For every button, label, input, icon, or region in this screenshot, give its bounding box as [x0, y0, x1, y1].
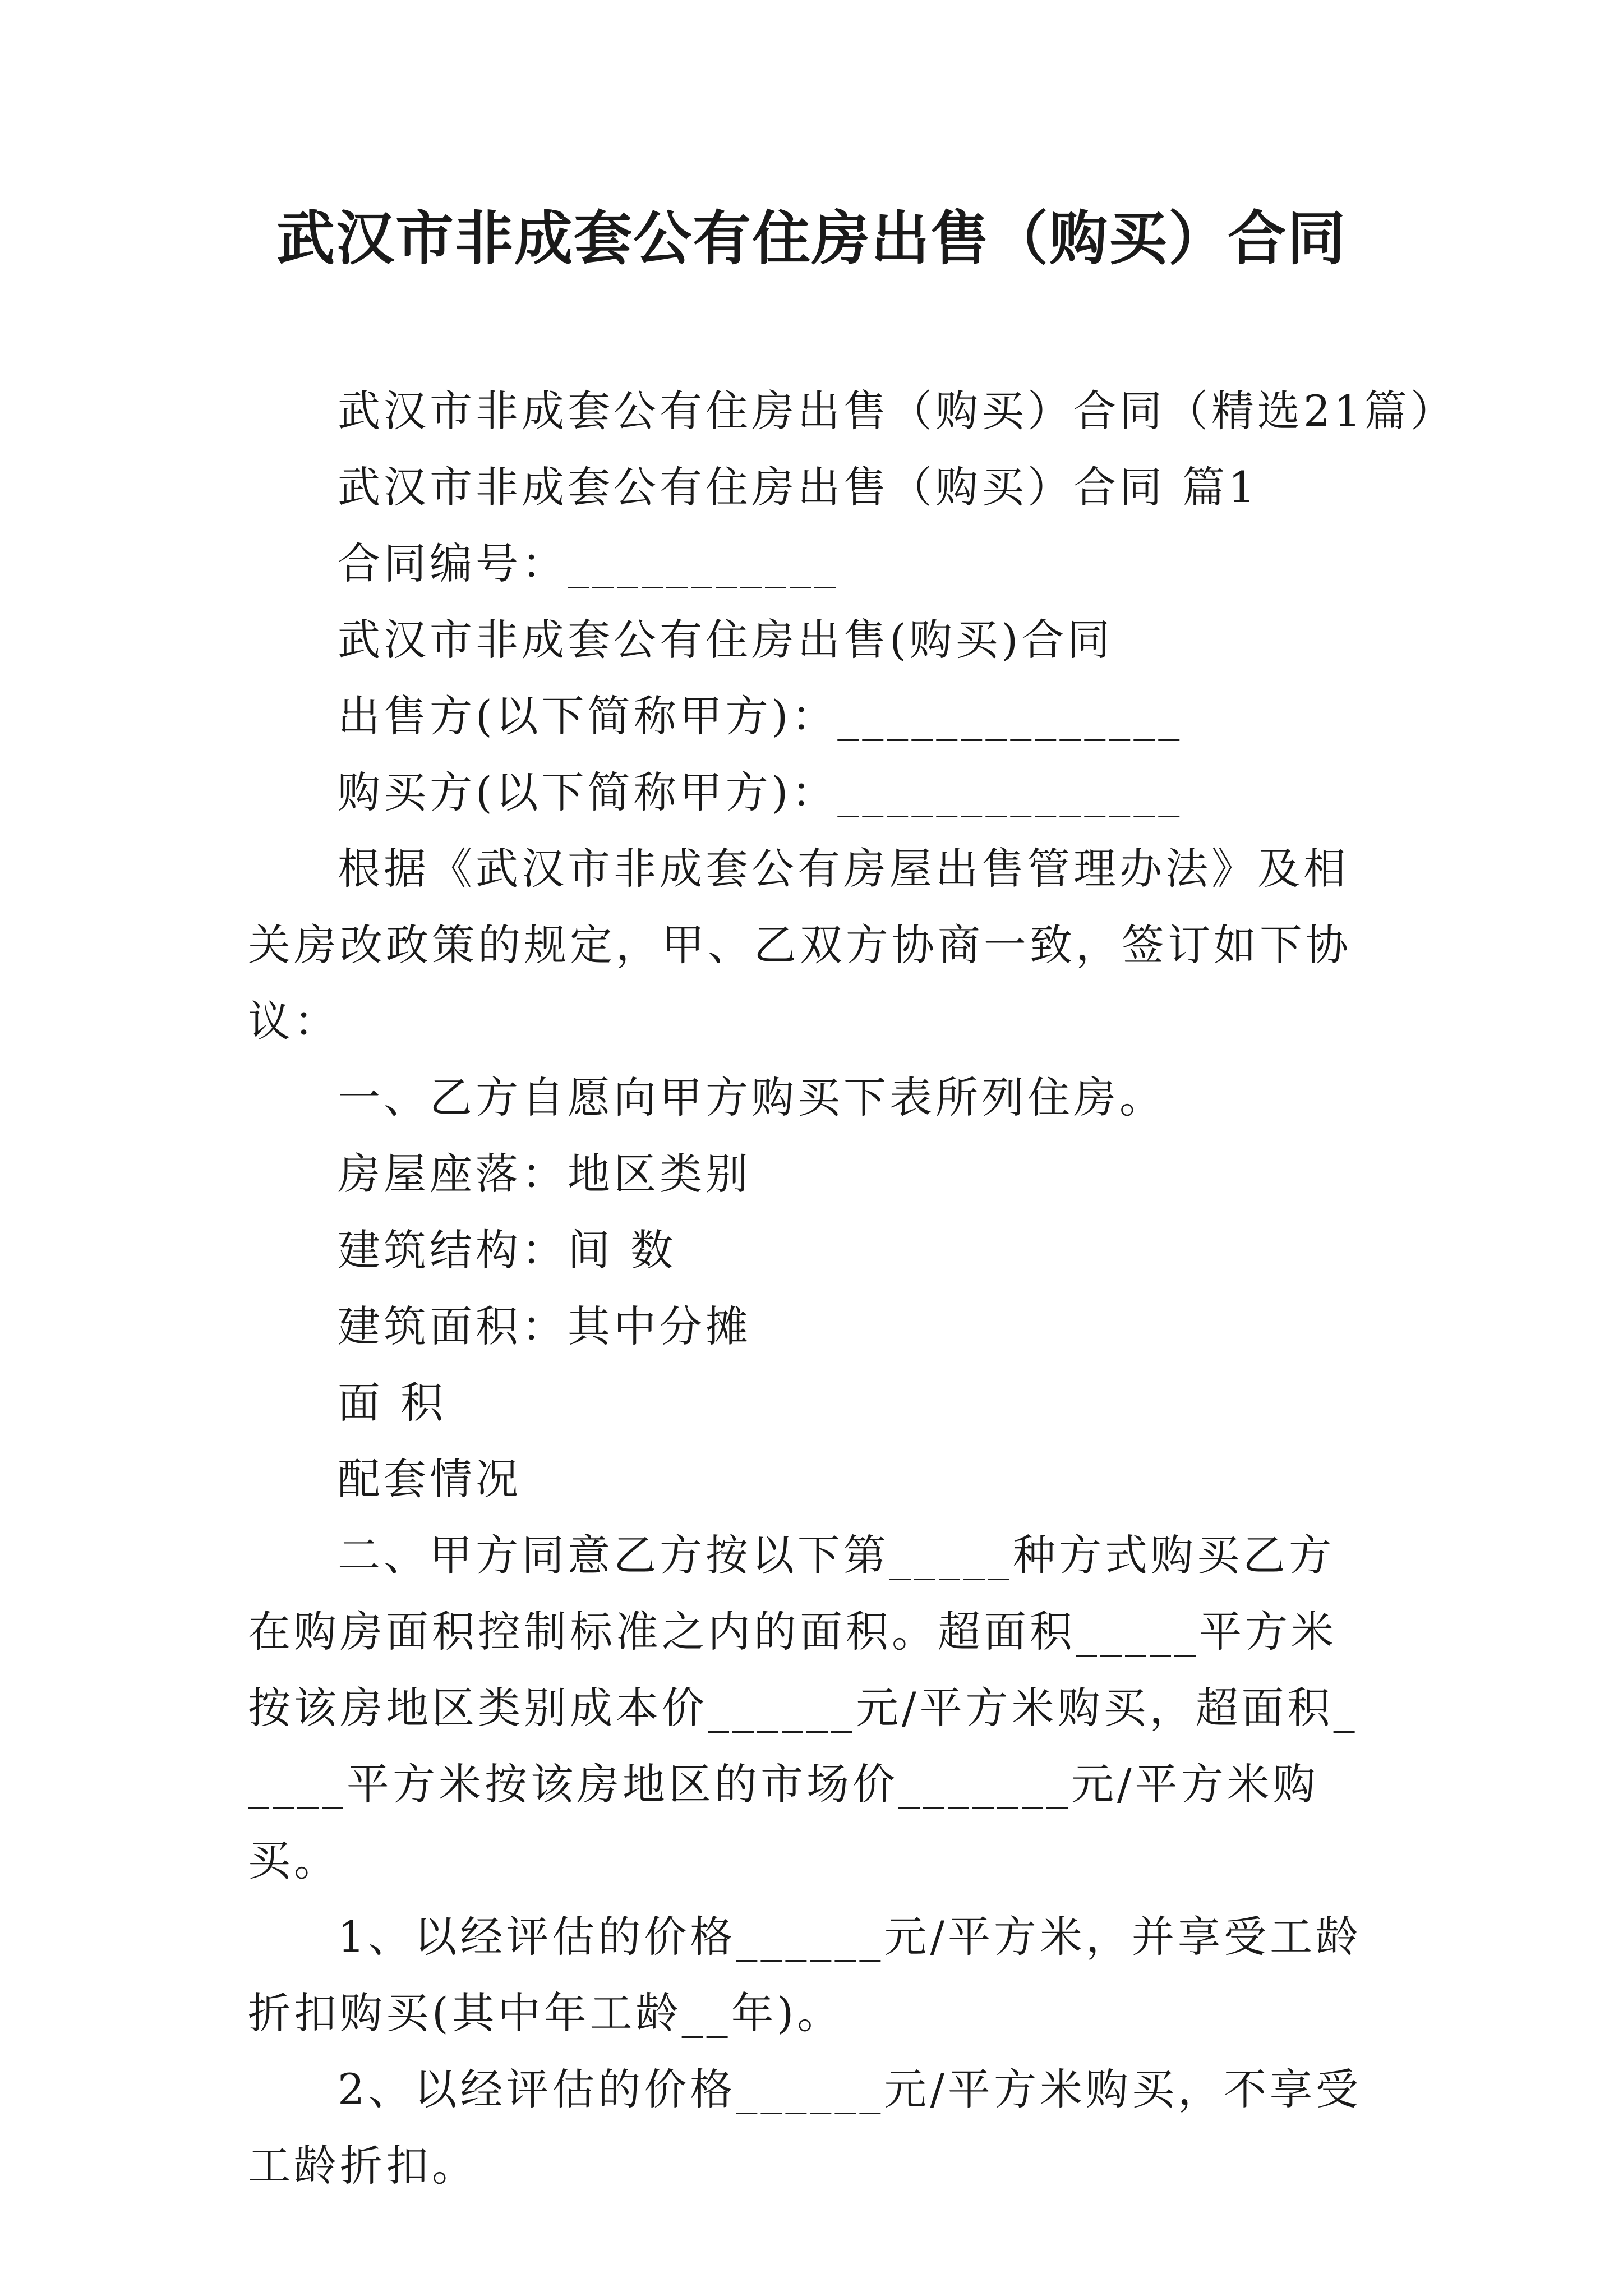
paragraph-subtitle: 武汉市非成套公有住房出售（购买）合同（精选21篇）	[338, 386, 1456, 436]
paragraph-preamble: 根据《武汉市非成套公有房屋出售管理办法》及相关房改政策的规定，甲、乙双方协商一致，签订如下协议：	[248, 844, 1352, 1046]
paragraph-house-location: 房屋座落：地区类别	[338, 1149, 751, 1199]
paragraph-seller: 出售方(以下简称甲方)：______________	[338, 691, 1183, 741]
paragraph-contract-number: 合同编号：___________	[338, 539, 839, 588]
paragraph-contract-name: 武汉市非成套公有住房出售(购买)合同	[338, 615, 1114, 665]
paragraph-option-1: 1、以经评估的价格______元/平方米，并享受工龄折扣购买(其中年工龄__年)。	[248, 1912, 1362, 2038]
paragraph-clause-1: 一、乙方自愿向甲方购买下表所列住房。	[338, 1073, 1165, 1122]
paragraph-area: 面 积	[338, 1378, 447, 1428]
paragraph-option-2: 2、以经评估的价格______元/平方米购买，不享受工龄折扣。	[248, 2064, 1362, 2191]
paragraph-facilities: 配套情况	[338, 1454, 522, 1504]
paragraph-buyer: 购买方(以下简称甲方)：______________	[338, 767, 1183, 817]
paragraph-section-heading: 武汉市非成套公有住房出售（购买）合同 篇1	[338, 462, 1259, 512]
document-title: 武汉市非成套公有住房出售（购买）合同	[276, 204, 1347, 273]
paragraph-building-structure: 建筑结构：间 数	[338, 1225, 677, 1275]
paragraph-building-area: 建筑面积：其中分摊	[338, 1301, 751, 1351]
paragraph-clause-2: 二、甲方同意乙方按以下第_____种方式购买乙方在购房面积控制标准之内的面积。超面积_____平方米按该房地区类别成本价______元/平方米购买，超面积_____平方米按该房地区的市场价_______元/平方米购买。	[248, 1530, 1358, 1885]
document-body	[248, 373, 1456, 2204]
